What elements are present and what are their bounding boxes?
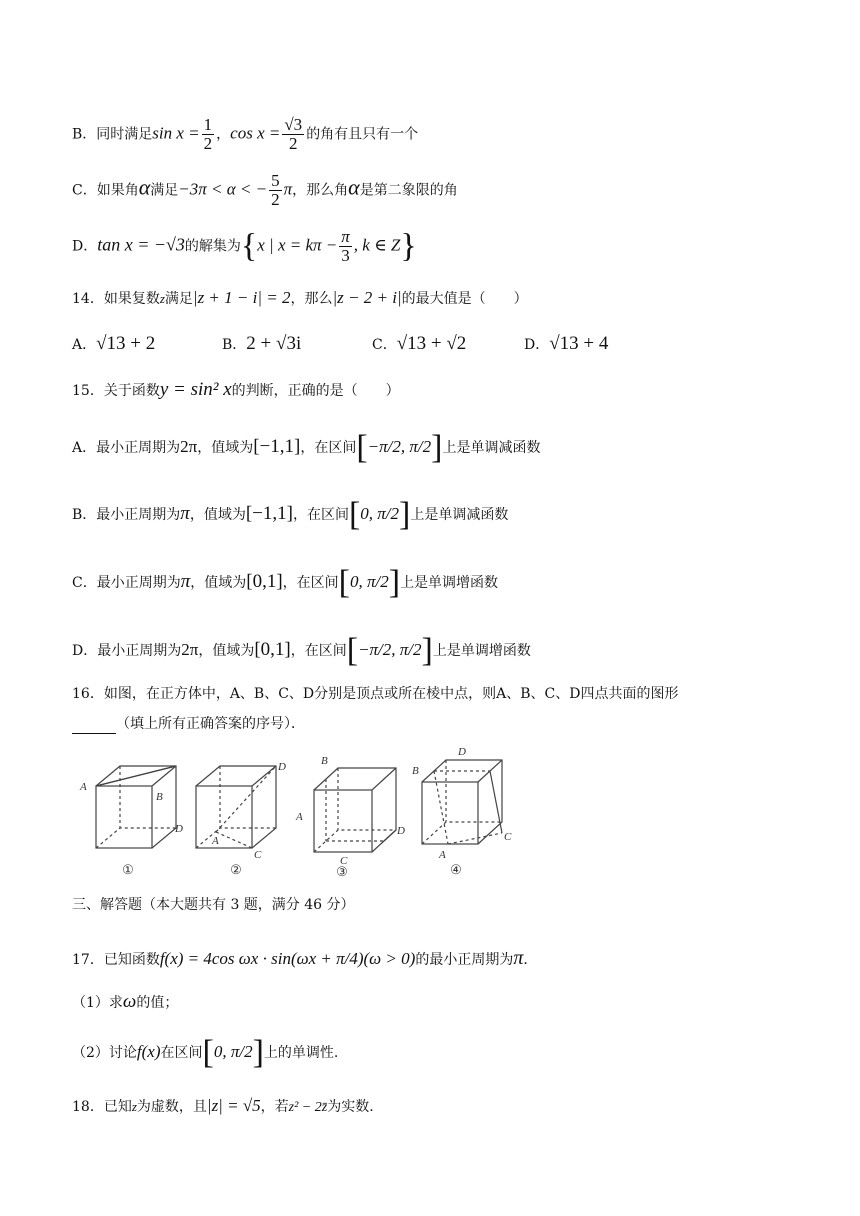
q15-option-c: C．最小正周期为π，值域为[0,1]，在区间[0, π/2]上是单调增函数 xyxy=(72,564,499,601)
text: B．同时满足 xyxy=(72,126,153,143)
cube-figures xyxy=(72,746,512,878)
figure-label-2: ② xyxy=(230,863,242,878)
svg-text:C: C xyxy=(254,849,262,861)
svg-text:A: A xyxy=(296,811,303,823)
svg-text:B: B xyxy=(156,791,163,803)
svg-text:D: D xyxy=(175,823,183,835)
figure-label-4: ④ xyxy=(450,863,462,878)
q14-option-a: A．√13 + 2 xyxy=(72,333,156,354)
q17-part-1: （1）求ω的值； xyxy=(72,991,179,1012)
q17-stem: 17．已知函数f(x) = 4cos ωx · sin(ωx + π/4)(ω > 0)的最小正周期为π． xyxy=(72,947,538,969)
svg-text:B: B xyxy=(321,755,328,767)
alpha-symbol: α xyxy=(138,174,151,200)
cube-4 xyxy=(412,746,512,861)
figure-label-3: ③ xyxy=(336,865,348,878)
q15-option-a: A．最小正周期为2π，值域为[−1,1]，在区间[−π/2, π/2]上是单调减函数 xyxy=(72,429,541,466)
svg-text:D: D xyxy=(458,746,466,758)
q16-stem-line2: （填上所有正确答案的序号）． xyxy=(72,714,305,734)
fraction: $\frac{√3}{2}$ xyxy=(284,115,303,153)
cube-2 xyxy=(196,761,286,861)
fraction: $\frac{1}{2}$ xyxy=(203,115,213,153)
figure-label-1: ① xyxy=(122,863,134,878)
q14-option-d: D．√13 + 4 xyxy=(524,333,609,354)
cube-1 xyxy=(79,766,183,848)
q15-stem: 15．关于函数y = sin² x的判断，正确的是（ ） xyxy=(72,379,400,400)
cube-3 xyxy=(295,755,405,867)
math: cos x = xyxy=(230,123,281,143)
math: sin x = xyxy=(152,123,200,143)
q14-option-b: B．2 + √3i xyxy=(222,333,302,354)
q14-stem: 14．如果复数z满足|z + 1 − i| = 2，那么|z − 2 + i|的最大值是（ ） xyxy=(72,288,528,307)
svg-text:A: A xyxy=(80,781,87,793)
q14-option-c: C．√13 + √2 xyxy=(372,333,467,354)
section-3-heading: 三、解答题（本大题共有 3 题，满分 46 分） xyxy=(72,897,355,913)
q17-part-2: （2）讨论f(x)在区间[0, π/2]上的单调性. xyxy=(72,1034,339,1071)
svg-text:C: C xyxy=(504,831,512,843)
svg-text:D: D xyxy=(278,761,286,773)
q16-stem: 16．如图，在正方体中，A、B、C、D分别是顶点或所在棱中点，则A、B、C、D四点共面的图形 xyxy=(72,686,679,702)
svg-text:B: B xyxy=(412,765,419,777)
svg-text:A: A xyxy=(439,849,446,861)
q15-option-d: D．最小正周期为2π，值域为[0,1]，在区间[−π/2, π/2]上是单调增函数 xyxy=(72,632,531,669)
svg-text:C: C xyxy=(340,855,348,867)
svg-text:D: D xyxy=(397,825,405,837)
q15-option-b: B．最小正周期为π，值域为[−1,1]，在区间[0, π/2]上是单调减函数 xyxy=(72,496,509,533)
q13-option-d: D．tan x = −√3的解集为{x | x = kπ − $\frac{\pi}{3}$ , k ∈ Z} xyxy=(72,227,417,265)
q13-option-b: B．同时满足sin x = $\frac{1}{2}$ ，cos x = $\frac{√3}{2}$ 的角有且只有一个 xyxy=(72,115,419,153)
q18-stem: 18．已知z为虚数，且|z| = √5，若z² − 2z̄为实数. xyxy=(72,1096,374,1115)
svg-text:A: A xyxy=(212,835,219,847)
answer-blank xyxy=(72,719,116,734)
q13-option-c: C．如果角α满足−3π < α < − $\frac{5}{2}$ π，那么角α是第二象限的角 xyxy=(72,171,458,209)
